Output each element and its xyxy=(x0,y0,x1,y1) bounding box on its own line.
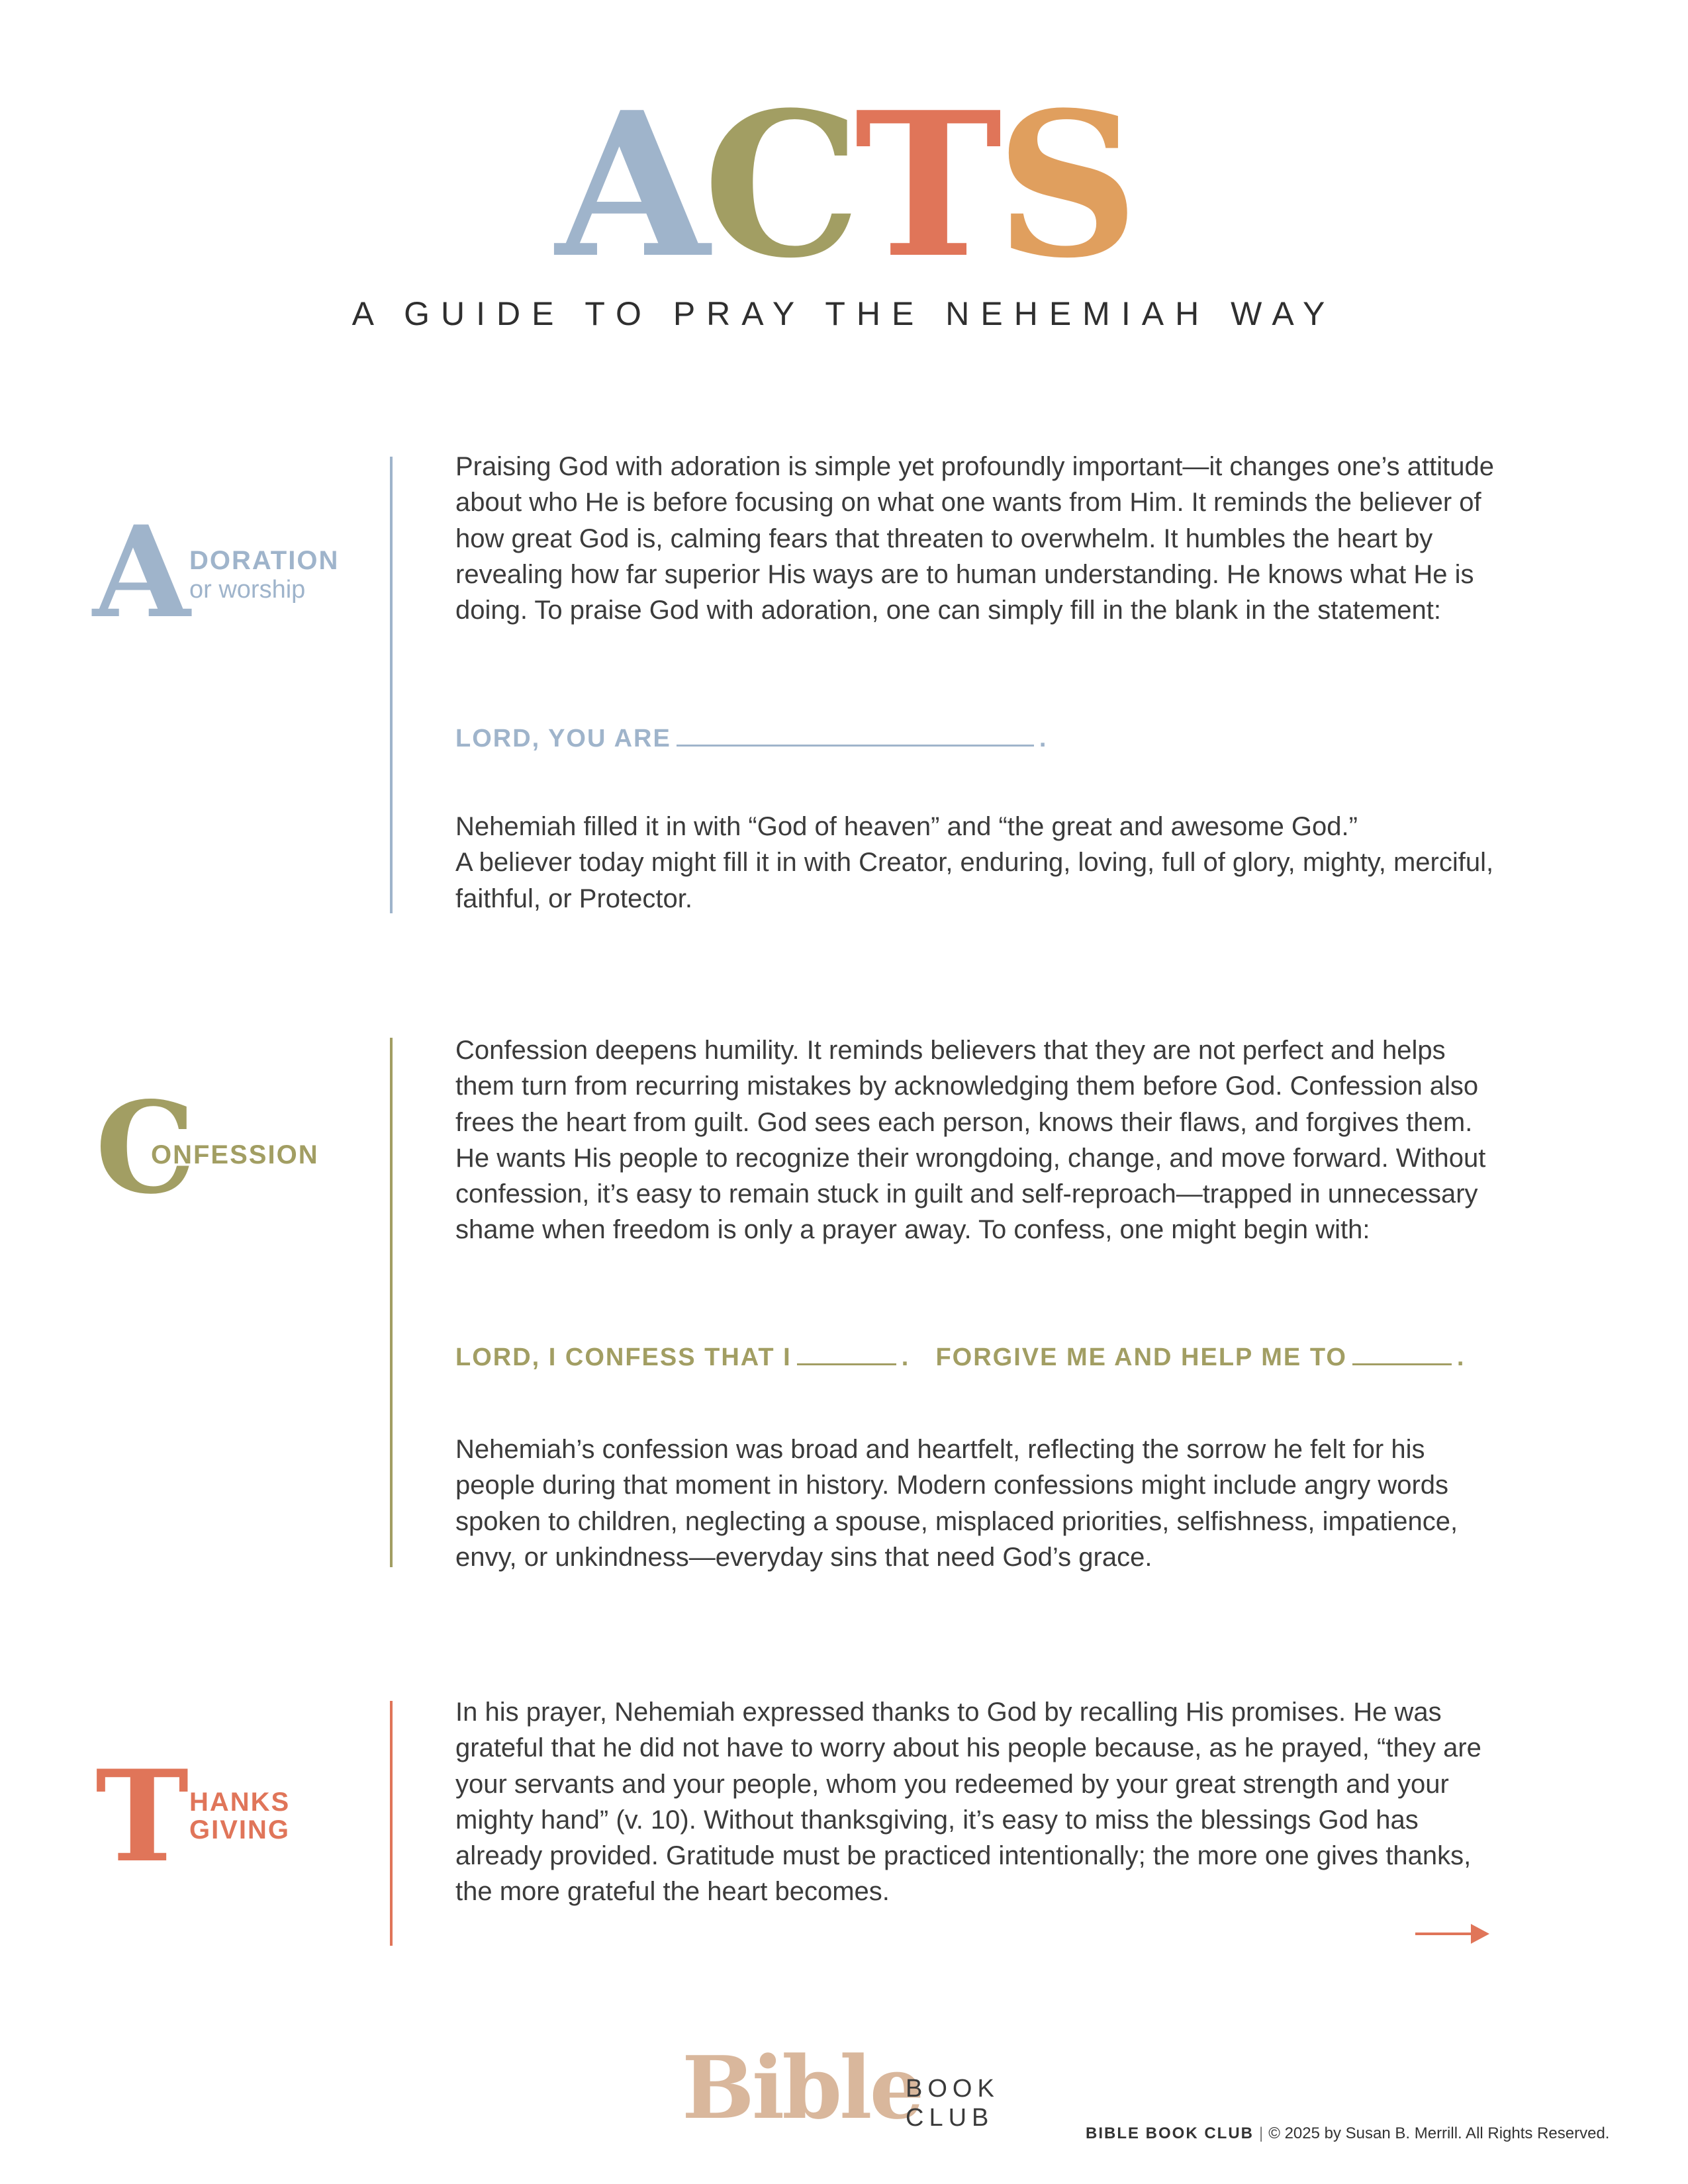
thanksgiving-label xyxy=(86,1743,364,1890)
thanksgiving-intro: In his prayer, Nehemiah expressed thanks to God by recalling His promises. He was grateful that he did not have to worry about his people because, as he prayed, “they are your servants and your people, whom you redeemed by your great strength and your mighty hand” (v. 10). Without thanksgiving, it’s easy to miss the blessings God has already provided. Gratitude must be practiced intentionally; the more one gives thanks, the more grateful the heart becomes. xyxy=(455,1698,1481,1907)
logo-letter-c: C xyxy=(703,68,855,302)
confession-label xyxy=(86,1074,364,1222)
adoration-divider xyxy=(390,457,393,913)
logo-letter-a: A xyxy=(555,68,704,302)
copyright-text: © 2025 by Susan B. Merrill. All Rights Reserved. xyxy=(1268,2124,1610,2142)
confession-fill-part1: LORD, I CONFESS THAT I xyxy=(455,1343,792,1371)
adoration-fill-in xyxy=(455,725,1047,753)
thanksgiving-label-line1: HANKS xyxy=(189,1788,291,1817)
adoration-outro xyxy=(455,809,1501,917)
footer-club-word: CLUB xyxy=(906,2103,994,2132)
thanksgiving-initial: T xyxy=(95,1743,189,1890)
adoration-sublabel: or worship xyxy=(189,576,306,604)
confession-fill-part2: . xyxy=(901,1343,910,1371)
acts-logo xyxy=(0,68,1688,302)
bible-book-club-logo: Bible xyxy=(682,2037,922,2138)
thanksgiving-label-line2: GIVING xyxy=(189,1815,291,1844)
logo-letter-s: S xyxy=(996,68,1133,302)
copyright-separator: | xyxy=(1259,2124,1264,2142)
copyright-notice xyxy=(1086,2124,1609,2143)
next-page-arrow-line xyxy=(1415,1933,1475,1935)
confession-label-text: ONFESSION xyxy=(151,1140,319,1169)
adoration-label xyxy=(86,498,364,646)
confession-initial: C xyxy=(95,1074,196,1222)
confession-divider xyxy=(390,1038,393,1567)
adoration-intro: Praising God with adoration is simple yet profoundly important—it changes one’s attitude about who He is before focusing on what one wants from Him. It reminds the believer of how great God is, calming fears that threaten to overwhelm. It humbles the heart by revealing how far superior His ways are to human understanding. He knows what He is doing. To praise God with adoration, one can simply fill in the blank in the statement: xyxy=(455,452,1495,625)
adoration-initial: A xyxy=(93,498,191,646)
adoration-fill-suffix: . xyxy=(1039,725,1048,752)
confession-intro: Confession deepens humility. It reminds believers that they are not perfect and helps them turn from recurring mistakes by acknowledging them before God. Confession also frees the heart from guilt. God sees each person, knows their flaws, and forgives them. He wants His people to recognize their wrongdoing, change, and move forward. Without confession, it’s easy to remain stuck in guilt and self-reproach—trapped in unnecessary shame when freedom is only a prayer away. To confess, one might begin with: xyxy=(455,1036,1486,1245)
adoration-label-text: DORATION xyxy=(189,546,340,575)
adoration-outro-line1: Nehemiah filled it in with “God of heaven” and “the great and awesome God.” xyxy=(455,812,1358,841)
confession-fill-part3: FORGIVE ME AND HELP ME TO xyxy=(935,1343,1347,1371)
page-subtitle: A GUIDE TO PRAY THE NEHEMIAH WAY xyxy=(352,295,1336,332)
confession-outro: Nehemiah’s confession was broad and heartfelt, reflecting the sorrow he felt for his people during that moment in history. Modern confessions might include angry words spoken to children, neglecting a spouse, misplaced priorities, selfishness, impatience, envy, or unkindness—everyday sins that need God’s grace. xyxy=(455,1435,1458,1572)
footer-book-word: BOOK xyxy=(906,2075,1000,2103)
footer-book-club-text xyxy=(906,2075,1000,2132)
adoration-outro-line2: A believer today might fill it in with Creator, enduring, loving, full of glory, mighty, merciful, faithful, or Protector. xyxy=(455,848,1494,913)
adoration-blank xyxy=(677,744,1034,747)
confession-blank-1 xyxy=(797,1363,896,1365)
logo-letter-t: T xyxy=(854,68,996,302)
confession-fill-in xyxy=(455,1343,1465,1372)
thanksgiving-divider xyxy=(390,1701,393,1946)
confession-blank-2 xyxy=(1352,1363,1452,1365)
adoration-fill-prefix: LORD, YOU ARE xyxy=(455,725,671,752)
next-page-arrow-icon xyxy=(1471,1924,1489,1944)
confession-fill-part4: . xyxy=(1456,1343,1466,1371)
copyright-brand: BIBLE BOOK CLUB xyxy=(1086,2124,1254,2142)
